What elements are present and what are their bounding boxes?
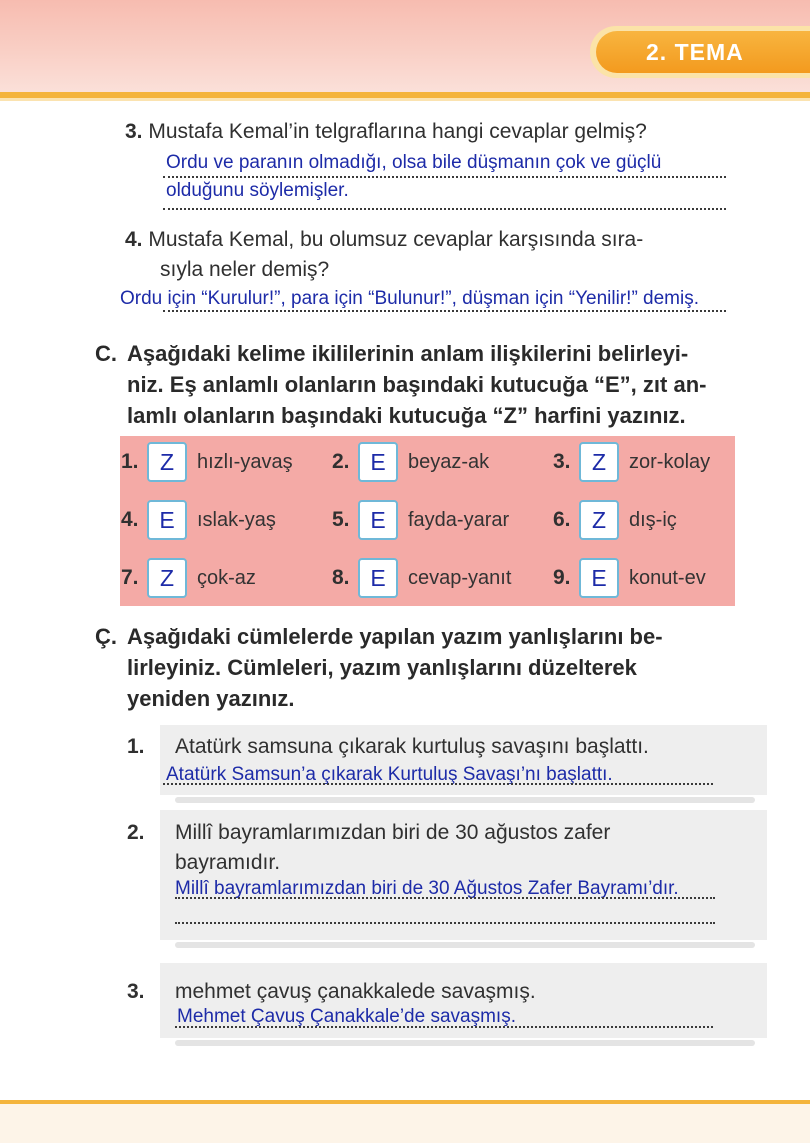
item-number: 3. [553, 450, 571, 473]
word-pair: hızlı-yavaş [197, 450, 293, 473]
footer-band [0, 1104, 810, 1143]
section-cc-instruction-line-3: yeniden yazınız. [127, 686, 295, 711]
item-number: 4. [121, 508, 139, 531]
question-text-line-2: sıyla neler demiş? [160, 258, 330, 281]
word-pair-item [332, 500, 509, 540]
word-pair: konut-ev [629, 566, 706, 589]
answer-box[interactable]: E [358, 558, 398, 598]
question-text: Mustafa Kemal’in telgraflarına hangi cevaplar gelmiş? [148, 120, 647, 143]
word-pair-item [332, 442, 489, 482]
answer-box[interactable]: E [147, 500, 187, 540]
panel-shadow [175, 1040, 755, 1046]
answer-box[interactable]: Z [579, 442, 619, 482]
sentence-number: 1. [127, 735, 145, 758]
sentence-number: 2. [127, 821, 145, 844]
incorrect-sentence-line-2: bayramıdır. [175, 851, 281, 874]
item-number: 2. [332, 450, 350, 473]
panel-shadow [175, 797, 755, 803]
answer-3-line-1: Ordu ve paranın olmadığı, olsa bile düşmanın çok ve güçlü [166, 152, 662, 173]
word-pair: cevap-yanıt [408, 566, 512, 589]
word-pair: ıslak-yaş [197, 508, 276, 531]
word-pair-item [553, 558, 706, 598]
theme-label: 2. TEMA [596, 31, 810, 73]
incorrect-sentence: Atatürk samsuna çıkarak kurtuluş savaşını başlattı. [175, 735, 649, 758]
corrected-sentence: Atatürk Samsun’a çıkarak Kurtuluş Savaşı’nı başlattı. [166, 764, 613, 785]
incorrect-sentence-line-1: Millî bayramlarımızdan biri de 30 ağustos zafer [175, 821, 611, 844]
word-pair: zor-kolay [629, 450, 711, 473]
panel-shadow [175, 942, 755, 948]
incorrect-sentence: mehmet çavuş çanakkalede savaşmış. [175, 980, 536, 1003]
item-number: 9. [553, 566, 571, 589]
question-number: 4. [125, 228, 143, 251]
answer-box[interactable]: Z [147, 442, 187, 482]
answer-box[interactable]: E [358, 442, 398, 482]
word-pair: çok-az [197, 566, 256, 589]
section-cc-instruction-line-1: Aşağıdaki cümlelerde yapılan yazım yanlışlarını be- [127, 624, 663, 649]
answer-dotted-line [163, 783, 713, 785]
answer-dotted-line [163, 176, 726, 178]
item-number: 5. [332, 508, 350, 531]
answer-3-line-2: olduğunu söylemişler. [166, 180, 349, 201]
answer-dotted-line [175, 897, 715, 899]
answer-4: Ordu için “Kurulur!”, para için “Bulunur!”, düşman için “Yenilir!” demiş. [120, 288, 700, 309]
word-pair: dış-iç [629, 508, 677, 531]
answer-dotted-line [163, 310, 726, 312]
answer-box[interactable]: E [358, 500, 398, 540]
word-pair-item [121, 558, 256, 598]
item-number: 8. [332, 566, 350, 589]
section-cc-instruction-line-2: lirleyiniz. Cümleleri, yazım yanlışlarını düzelterek [127, 655, 637, 680]
corrected-sentence: Millî bayramlarımızdan biri de 30 Ağustos Zafer Bayramı’dır. [175, 878, 679, 899]
item-number: 6. [553, 508, 571, 531]
answer-box[interactable]: Z [147, 558, 187, 598]
question-3 [125, 120, 647, 144]
answer-dotted-line [163, 208, 726, 210]
section-c-letter: C. [95, 341, 117, 366]
answer-box[interactable]: Z [579, 500, 619, 540]
header-divider-light [0, 98, 810, 101]
answer-box[interactable]: E [579, 558, 619, 598]
word-pair-item [121, 442, 293, 482]
word-pair: beyaz-ak [408, 450, 490, 473]
sentence-number: 3. [127, 980, 145, 1003]
word-pair-item [553, 500, 677, 540]
question-4 [125, 228, 643, 252]
section-c-instruction-line-1: Aşağıdaki kelime ikililerinin anlam ilişkilerini belirleyi- [127, 341, 689, 366]
section-c-instruction-line-3: lamlı olanların başındaki kutucuğa “Z” harfini yazınız. [127, 403, 686, 428]
word-pair-item [121, 500, 276, 540]
question-number: 3. [125, 120, 143, 143]
question-text-line-1: Mustafa Kemal, bu olumsuz cevaplar karşısında sıra- [148, 228, 644, 251]
answer-dotted-line [175, 922, 715, 924]
section-c-instruction-line-2: niz. Eş anlamlı olanların başındaki kutucuğa “E”, zıt an- [127, 372, 707, 397]
word-pair: fayda-yarar [408, 508, 510, 531]
item-number: 7. [121, 566, 139, 589]
theme-tab [590, 26, 810, 78]
item-number: 1. [121, 450, 139, 473]
answer-dotted-line [175, 1026, 713, 1028]
section-cc-letter: Ç. [95, 624, 117, 649]
word-pair-item [332, 558, 511, 598]
corrected-sentence: Mehmet Çavuş Çanakkale’de savaşmış. [177, 1006, 516, 1027]
word-pair-item [553, 442, 710, 482]
